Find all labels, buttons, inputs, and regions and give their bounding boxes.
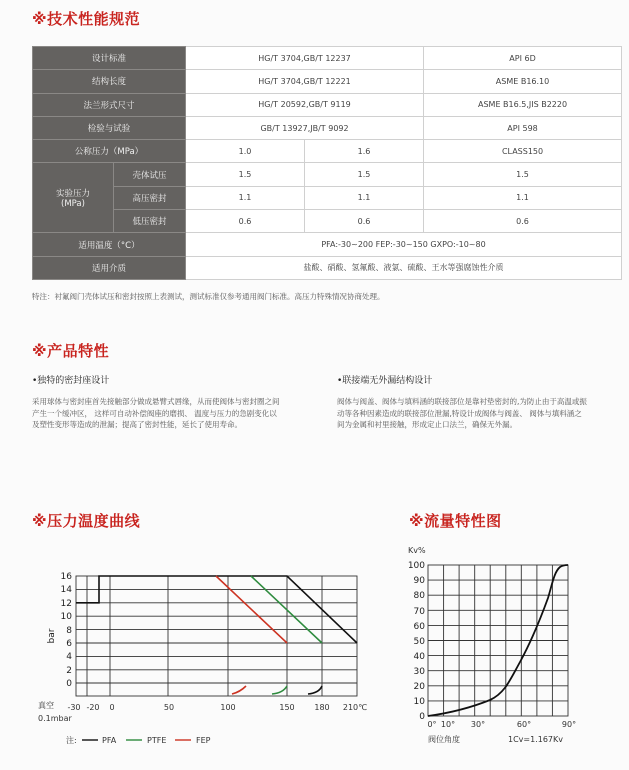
group-header-line2: (MPa) [61,198,85,209]
flow-y-label: Kv% [408,546,426,555]
vacuum-value-label: 0.1mbar [38,714,72,723]
cell-api: ASME B16.10 [424,70,622,93]
table-row [33,163,622,186]
svg-text:60°: 60° [516,720,532,729]
svg-text:0°: 0° [427,720,437,729]
cell: 1.1 [424,186,622,209]
table-row [33,233,622,256]
pfa-line [76,576,357,643]
cell-api: API 598 [424,116,622,139]
flow-curve [428,565,568,716]
cell-gb: HG/T 20592,GB/T 9119 [186,93,424,116]
feature-desc: 采用球体与密封座首先接触部分做成悬臂式唇缘，从而使阀体与密封圈之间产生一个缓冲区， 这样可自动补偿阀座的磨损、 温度与压力的急剧变化以及塑性变形等造成的泄漏；提高了密封性能，延长了使用寿命。 [32,397,280,429]
pt-x-ticks [67,703,367,712]
row-header: 适用介质 [33,256,186,279]
svg-text:12: 12 [60,599,72,609]
fep-vacuum-curve [232,686,246,694]
svg-text:50: 50 [413,637,425,647]
features-section-title: ※产品特性 [32,342,110,360]
cell-gb: HG/T 3704,GB/T 12221 [186,70,424,93]
flow-y-ticks [408,561,425,722]
feature-seat-design [32,373,282,431]
cell-gb: HG/T 3704,GB/T 12237 [186,47,424,70]
cell: 1.1 [305,186,424,209]
table-row [33,140,622,163]
ptfe-vacuum-curve [272,686,287,694]
cell-api: ASME B16.5,JIS B2220 [424,93,622,116]
svg-text:50: 50 [163,703,175,712]
table-row [33,186,622,209]
cell: 1.5 [305,163,424,186]
svg-text:10: 10 [413,697,425,707]
sub-header: 壳体试压 [114,163,186,186]
group-header [33,163,114,233]
cell: 0.6 [424,210,622,233]
svg-text:-20: -20 [86,703,100,712]
cell-gb: GB/T 13927,JB/T 9092 [186,116,424,139]
svg-text:180: 180 [314,703,330,712]
svg-text:30: 30 [413,667,425,677]
cell: 1.0 [186,140,305,163]
svg-text:0: 0 [419,712,425,722]
row-header: 设计标准 [33,47,186,70]
flow-note: 1Cv=1.167Kv [508,735,563,744]
cell: 0.6 [186,210,305,233]
spec-section-title: ※技术性能规范 [32,10,141,28]
cell: 0.6 [305,210,424,233]
pt-curve-title: ※压力温度曲线 [32,512,141,530]
table-row [33,47,622,70]
svg-text:8: 8 [66,626,72,636]
svg-text:40: 40 [413,652,425,662]
svg-text:注:: 注: [66,736,77,745]
flow-x-label: 阀位角度 [428,735,460,744]
feature-no-leak-design [337,373,587,431]
svg-text:16: 16 [60,572,72,582]
cell-api: API 6D [424,47,622,70]
pt-grid [76,576,357,696]
flow-chart-title: ※流量特性图 [409,512,502,530]
table-row [33,70,622,93]
table-row [33,116,622,139]
svg-text:20: 20 [413,682,425,692]
flow-chart [428,565,568,716]
row-header: 公称压力（MPa） [33,140,186,163]
fep-line [216,576,287,643]
svg-text:60: 60 [413,622,425,632]
sub-header: 低压密封 [114,210,186,233]
cell: 1.5 [424,163,622,186]
svg-text:0: 0 [109,703,115,712]
svg-text:90°: 90° [561,720,577,729]
svg-text:100: 100 [220,703,236,712]
sub-header: 高压密封 [114,186,186,209]
cell: 1.1 [186,186,305,209]
table-row [33,256,622,279]
feature-title: •独特的密封座设计 [32,376,110,386]
svg-text:PTFE: PTFE [147,736,167,745]
svg-text:FEP: FEP [196,736,211,745]
svg-text:80: 80 [413,591,425,601]
row-header: 结构长度 [33,70,186,93]
svg-text:PFA: PFA [102,736,117,745]
pfa-vacuum-curve [308,686,322,694]
cell: CLASS150 [424,140,622,163]
svg-text:-30: -30 [67,703,81,712]
table-row [33,210,622,233]
svg-text:10°: 10° [440,720,456,729]
row-header: 检验与试验 [33,116,186,139]
svg-text:0: 0 [66,679,72,689]
svg-text:70: 70 [413,607,425,617]
svg-text:6: 6 [66,639,72,649]
feature-title: •联接端无外漏结构设计 [337,376,433,386]
spec-table [32,46,622,280]
group-header-line1: 实验压力 [55,188,90,199]
pt-legend [66,735,211,745]
svg-text:4: 4 [66,652,72,662]
table-row [33,93,622,116]
pt-y-ticks [61,572,73,689]
cell: 1.6 [305,140,424,163]
svg-text:14: 14 [60,585,72,595]
row-header: 法兰形式尺寸 [33,93,186,116]
svg-text:100: 100 [407,561,425,571]
svg-text:30°: 30° [470,720,486,729]
cell: PFA:-30~200 FEP:-30~150 GXPO:-10~80 [186,233,622,256]
flow-x-ticks [427,720,576,729]
svg-text:2: 2 [66,666,72,676]
spec-note: 特注：衬氟阀门壳体试压和密封按照上表测试，测试标准仅参考通用阀门标准。高压力特殊情况协商处理。 [32,292,385,301]
feature-desc: 阀体与阀盖、阀体与填料涵的联接部位是靠衬垫密封的,为防止由于高温或振动等各种因素造成的联接部位泄漏,特设计成阀体与阀盖、 阀体与填料涵之间为金属和衬里接触，形成定止口法兰，确保无外漏。 [337,397,587,429]
cell: 1.5 [186,163,305,186]
svg-text:10: 10 [60,612,72,622]
svg-text:90: 90 [413,576,425,586]
row-header: 适用温度（°C） [33,233,186,256]
cell: 盐酸、硝酸、氢氟酸、液氯、硫酸、王水等强腐蚀性介质 [186,256,622,279]
svg-text:210℃: 210℃ [342,703,368,712]
pt-y-label: bar [47,628,57,644]
vacuum-label: 真空 [38,701,54,710]
svg-text:150: 150 [279,703,295,712]
ptfe-line [251,576,322,643]
